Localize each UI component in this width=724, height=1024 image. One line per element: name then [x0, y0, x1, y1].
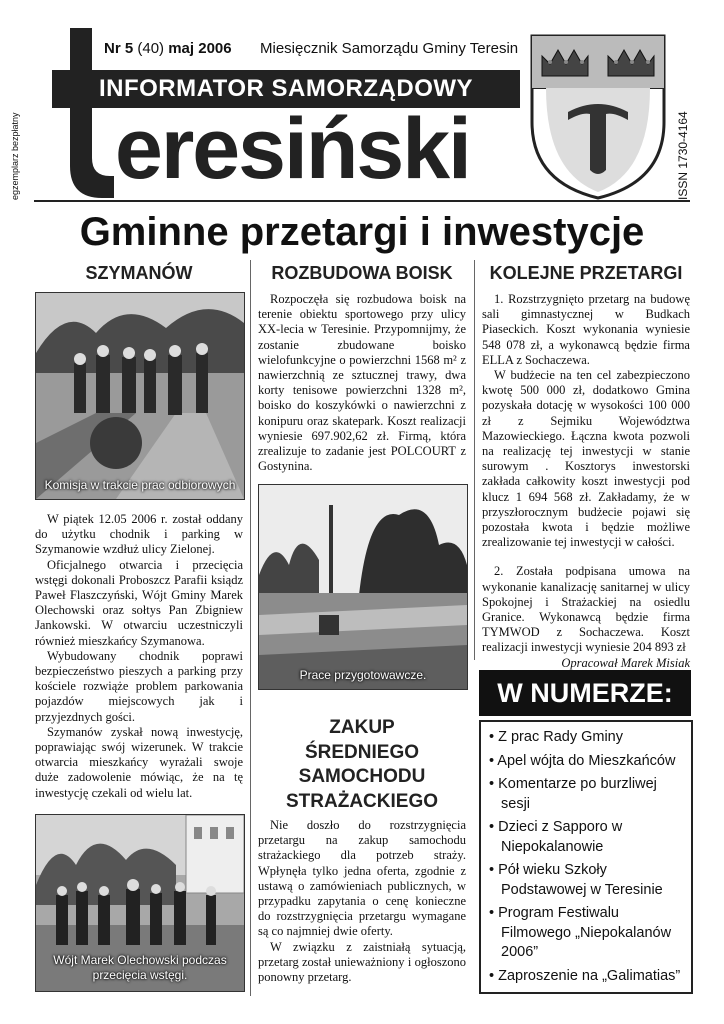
article-boiska	[258, 292, 466, 474]
column-divider	[474, 260, 475, 660]
column-divider	[250, 260, 251, 996]
paragraph: 1. Rozstrzygnięto przetarg na budowę sali gimnastycznej w Budkach Piaseckich. Koszt wykonania wyniesie 548 078 zł, a wykonawcą będzie firma ELLA z Sochaczewa.	[482, 292, 690, 367]
article-author: Opracował Marek Misiak	[561, 655, 690, 670]
toc-item: • Komentarze po burzliwej sesji	[489, 776, 657, 812]
masthead-t-logo	[52, 28, 114, 198]
photo-caption: Wójt Marek Olechowski podczas przecięcia wstęgi.	[53, 953, 227, 982]
masthead-title-band: INFORMATOR SAMORZĄDOWY	[52, 70, 520, 108]
paragraph: W piątek 12.05 2006 r. został oddany do użytku chodnik i parking w Szymanowie wzdłuż ulicy Zielonej.	[35, 512, 243, 557]
photo-preparatory-works-image	[259, 485, 467, 689]
toc-box	[479, 720, 693, 994]
issue-total: (40)	[137, 40, 165, 57]
photo-ribbon-cutting	[35, 814, 245, 992]
photo-commission-image	[36, 293, 244, 499]
issue-date: maj 2006	[168, 40, 232, 57]
photo-caption: Prace przygotowawcze.	[299, 668, 427, 682]
toc-item: • Apel wójta do Mieszkańców	[489, 752, 676, 769]
section-heading-szymanow: SZYMANÓW	[85, 263, 193, 283]
masthead-rule	[34, 200, 690, 202]
headline: Gminne przetargi i inwestycje	[79, 210, 645, 254]
paragraph: W związku z zaistniałą sytuacją, przetarg został unieważniony i ogłoszono ponowny przetarg.	[258, 939, 466, 985]
toc-item: • Program Festiwalu Filmowego „Niepokalanów 2006”	[489, 905, 672, 960]
toc-item: • Z prac Rady Gminy	[489, 729, 623, 745]
photo-commission	[35, 292, 245, 500]
paragraph: 2. Została podpisana umowa na wykonanie kanalizację sanitarnej w ulicy Spokojnej i Strażackiej na osiedlu Granice. Wykonawcą będzie firma TYMWOD z Sochaczewa. Koszt realizacji inwestycji wyniesie 204 893 zł	[482, 564, 690, 655]
article-przetargi	[482, 292, 690, 671]
photo-preparatory-works	[258, 484, 468, 690]
issn-number: ISSN 1730-4164	[676, 111, 690, 200]
toc-item: • Dzieci z Sapporo w Niepokalanowie	[489, 819, 623, 855]
paragraph: W budżecie na ten cel zabezpieczono kwotę 500 000 zł, dodatkowo Gmina pozyskała dotację w wysokości 100 000 zł z Sejmiku Województwa Mazowieckiego. Łączna kwota pozwoli na realizację tej inwestycji w stanie surowym . Kosztorys inwestorski zakłada całkowity koszt inwestycji pod klucz 1 694 568 zł. Zakładamy, że w przyszłorocznym budżecie pojawi się pozostała kwota i będzie możliwe zrealizowanie tej inwestycji w całości.	[482, 368, 690, 550]
section-heading-samochod: ZAKUP ŚREDNIEGO SAMOCHODU STRAŻACKIEGO	[286, 717, 438, 812]
toc-item: • Pół wieku Szkoły Podstawowej w Teresinie	[489, 862, 663, 898]
photo-caption: Komisja w trakcie prac odbiorowych	[44, 478, 236, 492]
issue-number: Nr 5	[104, 40, 134, 57]
tagline: Miesięcznik Samorządu Gminy Teresin	[260, 40, 519, 57]
free-copy-note: egzemplarz bezpłatny	[10, 112, 20, 200]
toc-title: W NUMERZE:	[479, 670, 691, 716]
paragraph: Szymanów zyskał nową inwestycję, poprawiając swój wizerunek. W trakcie otwarcia mieszkańcy wyrażali swoje duże zadowolenie mówiąc, że na tę inwestycję czekali od wielu lat.	[35, 724, 243, 800]
paragraph: Oficjalnego otwarcia i przecięcia wstęgi dokonali Proboszcz Parafii ksiądz Paweł Flaszczyński, Wójt Gminy Marek Olechowski oraz sołtys Pan Zbigniew Jankowski. W otwarciu uczestniczyli również mieszkańcy Szymanowa.	[35, 557, 243, 648]
article-samochod	[258, 818, 466, 985]
toc-list	[481, 722, 691, 986]
section-heading-boiska: ROZBUDOWA BOISK	[271, 263, 453, 283]
section-heading-przetargi: KOLEJNE PRZETARGI	[489, 263, 683, 283]
issue-info	[104, 40, 232, 57]
paragraph: Rozpoczęła się rozbudowa boisk na terenie obiektu sportowego przy ulicy XX-lecia w Teresinie. Przypomnijmy, że zostanie zbudowane boisko wielofunkcyjne o powierzchni 1568 m² z nawierzchnią ze sztucznej trawy, dwa korty tenisowe powierzchni 1328 m², boisko do koszykówki o nawierzchni z konipuru oraz skatepark. Koszt realizacji wyniesie 697.902,62 zł. Firmą, która zrealizuje to zadanie jest POLCOURT z Gostynina.	[258, 292, 466, 474]
paragraph: Wybudowany chodnik poprawi bezpieczeństwo pieszych a parking przy kościele rozwiąże problem parkowania pojazdów miejscowych jak i przyjezdnych gości.	[35, 648, 243, 724]
masthead-title: eresiński	[115, 101, 470, 197]
paragraph: Nie doszło do rozstrzygnięcia przetargu na zakup samochodu strażackiego dla potrzeb straży. Wpłynęła tylko jedna oferta, zgodnie z ustawą o zamówieniach publicznych, w przypadku zapytania o cenę konieczne do rozstrzygnięcia przetargu wymagane są co najmniej dwie oferty.	[258, 818, 466, 939]
article-szymanow	[35, 512, 243, 801]
coat-of-arms-icon	[528, 32, 668, 202]
toc-item: • Zaproszenie na „Galimatias”	[489, 967, 681, 984]
